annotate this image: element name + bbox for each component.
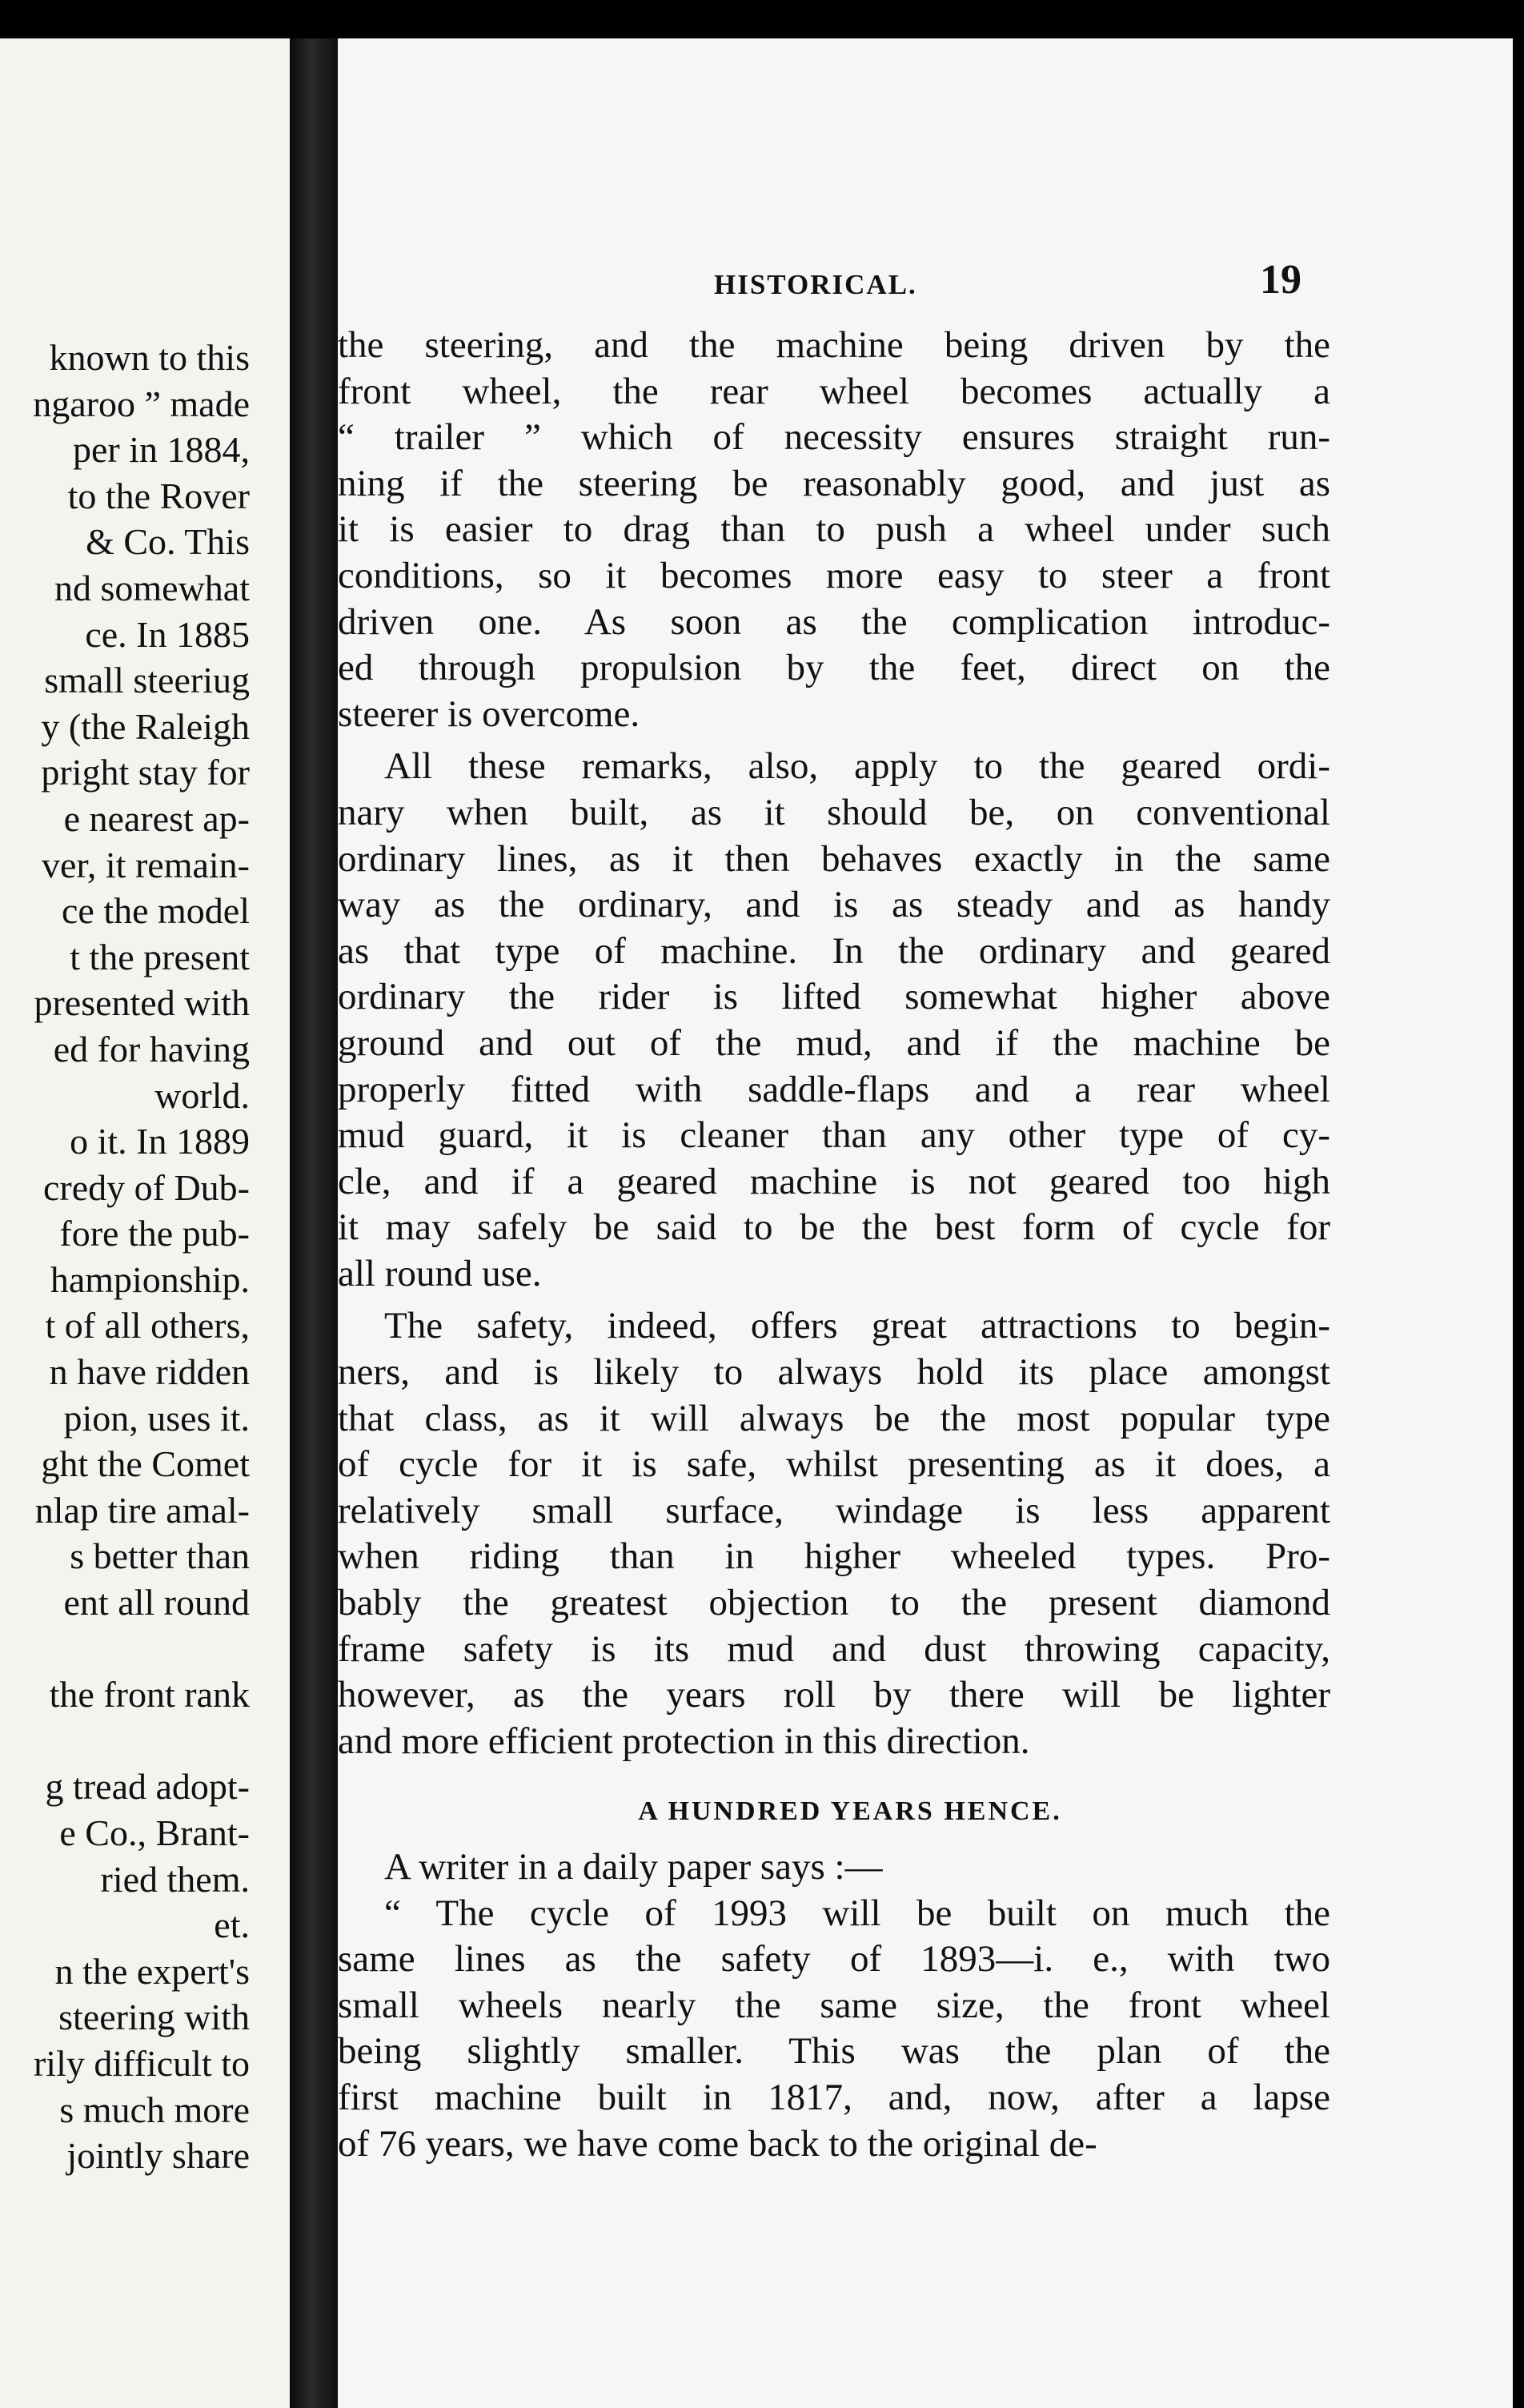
text-line: as that type of machine. In the ordinary and geared <box>338 929 1330 972</box>
left-text-line: small steeriug <box>44 660 250 701</box>
left-text-line: o it. In 1889 <box>70 1121 250 1162</box>
text-line: driven one. As soon as the complication introduc- <box>338 600 1330 643</box>
left-text-line: pright stay for <box>41 752 250 793</box>
left-text-line: & Co. This <box>86 521 250 563</box>
text-line: ners, and is likely to always hold its place amongst <box>338 1351 1330 1394</box>
text-line: ordinary lines, as it then behaves exactly in the same <box>338 837 1330 880</box>
text-line: steerer is overcome. <box>338 692 640 735</box>
text-line: conditions, so it becomes more easy to steer a front <box>338 554 1330 596</box>
text-line: ground and out of the mud, and if the machine be <box>338 1021 1330 1064</box>
paragraph <box>338 1303 1330 1764</box>
left-text-line: y (the Raleigh <box>41 705 250 747</box>
running-title: HISTORICAL. <box>714 269 917 300</box>
paragraph <box>338 744 1330 1297</box>
paragraph <box>338 323 1330 737</box>
left-text-line: ed for having <box>53 1028 250 1070</box>
text-line: “ The cycle of 1993 will be built on much the <box>384 1892 1330 1934</box>
left-text-line: pion, uses it. <box>63 1397 250 1439</box>
left-text-line: presented with <box>34 982 250 1024</box>
left-text-line: world. <box>154 1074 250 1116</box>
left-text-line: ngaroo ” made <box>33 383 250 424</box>
left-text-line: t of all others, <box>45 1305 250 1346</box>
left-text-line: credy of Dub- <box>42 1166 250 1208</box>
left-text-line: ver, it remain- <box>42 844 250 885</box>
left-text-line: e Co., Brant- <box>59 1812 250 1853</box>
text-line: mud guard, it is cleaner than any other type of cy- <box>338 1114 1330 1157</box>
left-text-line: ent all round <box>63 1582 250 1623</box>
text-line: small wheels nearly the same size, the front wheel <box>338 1984 1330 2026</box>
left-text-line: ght the Comet <box>41 1443 250 1485</box>
left-text-line: hampionship. <box>50 1258 250 1300</box>
left-text-line: per in 1884, <box>72 429 250 471</box>
left-text-line: g tread adopt- <box>45 1766 250 1808</box>
left-text-line: ce. In 1885 <box>85 613 250 655</box>
left-text-line: known to this <box>49 337 250 378</box>
text-line: properly fitted with saddle-flaps and a rear wheel <box>338 1068 1330 1110</box>
text-line: the steering, and the machine being driven by the <box>338 324 1330 366</box>
left-text-line: steering with <box>58 1997 250 2038</box>
text-line: being slightly smaller. This was the plan of the <box>338 2030 1330 2073</box>
text-line: that class, as it will always be the most popular type <box>338 1397 1330 1439</box>
text-line: bably the greatest objection to the present diamond <box>338 1582 1330 1624</box>
text-line: it may safely be said to be the best form of cycle for <box>338 1206 1330 1249</box>
text-line: ning if the steering be reasonably good, and just as <box>338 462 1330 504</box>
text-line: and more efficient protection in this direction. <box>338 1720 1030 1762</box>
left-text-line: nd somewhat <box>54 567 250 608</box>
text-line: way as the ordinary, and is as steady and as handy <box>338 884 1330 926</box>
text-line: All these remarks, also, apply to the geared ordi- <box>384 745 1330 788</box>
section-heading: A HUNDRED YEARS HENCE. <box>638 1796 1062 1827</box>
book-gutter <box>290 38 338 2408</box>
text-line: ordinary the rider is lifted somewhat higher above <box>338 976 1330 1018</box>
left-text-line: jointly share <box>66 2135 250 2177</box>
left-page-fragment <box>0 38 290 2408</box>
text-line: A writer in a daily paper says :— <box>384 1846 883 1888</box>
text-line: all round use. <box>338 1252 542 1294</box>
right-page <box>338 38 1513 2408</box>
left-text-line: fore the pub- <box>59 1213 250 1254</box>
text-line: it is easier to drag than to push a wheel under such <box>338 508 1330 551</box>
left-text-line: e nearest ap- <box>63 797 250 839</box>
page-body <box>338 323 1330 2167</box>
left-text-line <box>0 1626 250 1672</box>
text-line: when riding than in higher wheeled types. Pro- <box>338 1535 1330 1578</box>
left-text-line: ce the model <box>61 890 250 932</box>
paragraph <box>338 1844 1330 1891</box>
running-head <box>338 256 1513 312</box>
text-line: cle, and if a geared machine is not geared too high <box>338 1160 1330 1202</box>
text-line: of 76 years, we have come back to the original de- <box>338 2122 1097 2165</box>
left-text-line: n have ridden <box>49 1351 250 1393</box>
paragraph <box>338 1891 1330 2168</box>
left-text-line: nlap tire amal- <box>34 1489 250 1531</box>
left-text-line: n the expert's <box>54 1950 250 1992</box>
text-line: first machine built in 1817, and, now, after a lapse <box>338 2076 1330 2118</box>
left-text-line: to the Rover <box>67 475 250 516</box>
left-text-line: s better than <box>70 1535 250 1577</box>
text-line: ed through propulsion by the feet, direct on the <box>338 647 1330 689</box>
page-number: 19 <box>1260 257 1301 303</box>
text-line: same lines as the safety of 1893—i. e., with two <box>338 1938 1330 1981</box>
left-text-line: et. <box>214 1904 250 1946</box>
left-page-text <box>0 335 250 2179</box>
left-text-line: t the present <box>70 936 250 977</box>
text-line: relatively small surface, windage is less apparent <box>338 1489 1330 1531</box>
text-line: of cycle for it is safe, whilst presenting as it does, a <box>338 1443 1330 1486</box>
text-line: frame safety is its mud and dust throwing capacity, <box>338 1627 1330 1670</box>
text-line: however, as the years roll by there will be lighter <box>338 1674 1330 1716</box>
left-text-line: the front rank <box>49 1674 250 1716</box>
text-line: front wheel, the rear wheel becomes actually a <box>338 370 1330 412</box>
text-line: The safety, indeed, offers great attractions to begin- <box>384 1305 1330 1347</box>
text-line: nary when built, as it should be, on conventional <box>338 791 1330 833</box>
left-text-line <box>0 1718 250 1764</box>
left-text-line: rily difficult to <box>33 2042 250 2084</box>
text-line: “ trailer ” which of necessity ensures straight run- <box>338 416 1330 459</box>
left-text-line: s much more <box>59 2089 250 2130</box>
left-text-line: ried them. <box>100 1858 250 1900</box>
